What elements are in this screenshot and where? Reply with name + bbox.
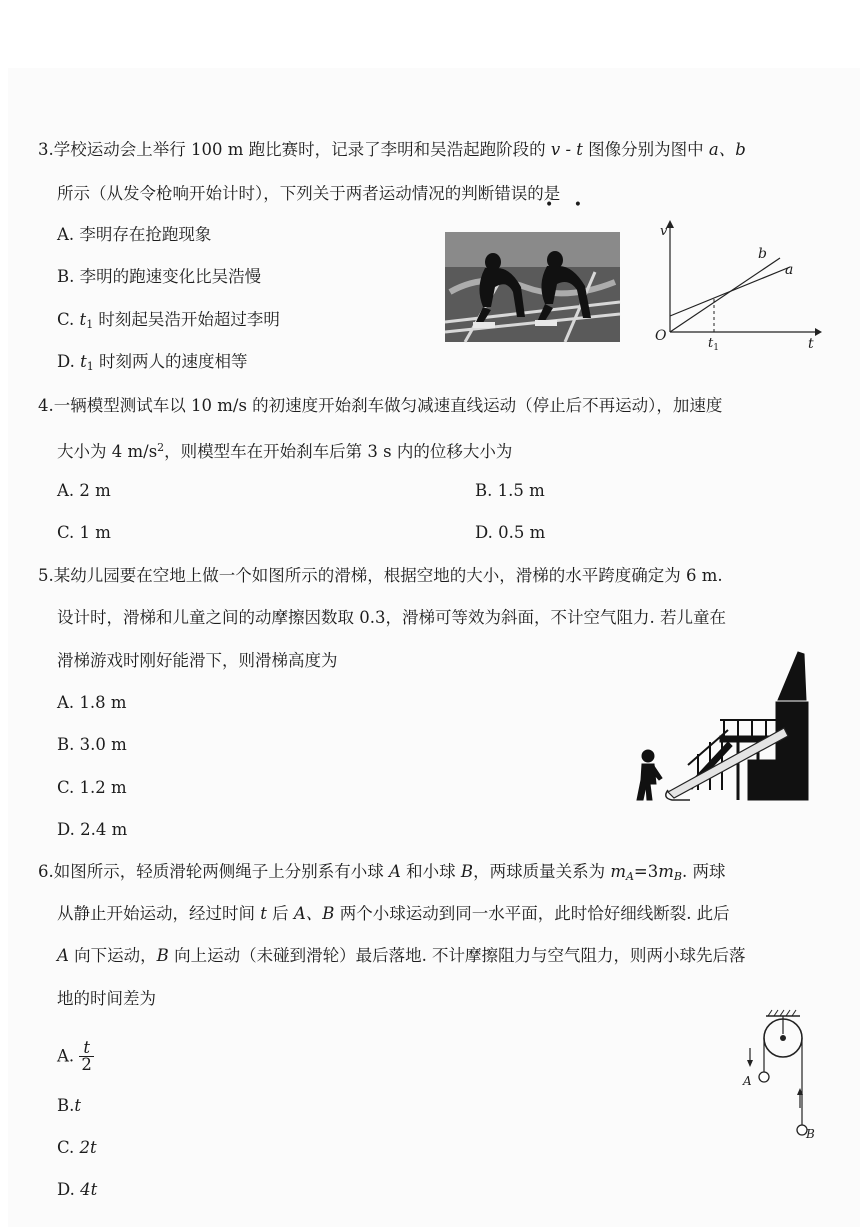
q6-stem-line4: 地的时间差为 [57, 989, 156, 1008]
q6-option-c[interactable]: C. 2t [57, 1138, 97, 1157]
q4-stem-line2: 大小为 4 $m/s^2$，则模型车在开始刹车后第 3 s 内的位移大小为 [57, 441, 513, 461]
q6-option-d[interactable]: D. 4t [57, 1180, 98, 1199]
q5-option-b[interactable]: B. 3.0 m [57, 735, 127, 754]
q5-stem-line2: 设计时，滑梯和儿童之间的动摩擦因数取 0.3，滑梯可等效为斜面，不计空气阻力. 若儿童在 [57, 608, 726, 627]
q3-vt-graph [650, 220, 825, 350]
q6-option-b[interactable]: B.t [57, 1096, 82, 1115]
sprinters-photo [445, 232, 620, 342]
vt-line-b-label: b [758, 246, 767, 262]
q3-stem-line1: 3.学校运动会上举行 100 m 跑比赛时，记录了李明和吴浩起跑阶段的 v - t 图像分别为图中 a、b [38, 140, 746, 159]
q3-option-d[interactable]: D. $t_1$ 时刻两人的速度相等 [57, 352, 248, 373]
ball-a-label: A [743, 1074, 752, 1088]
vt-t-axis-label: t [808, 336, 814, 352]
ball-b-label: B [806, 1127, 815, 1141]
q5-option-a[interactable]: A. 1.8 m [57, 693, 127, 712]
q5-option-c[interactable]: C. 1.2 m [57, 778, 127, 797]
vt-line-a-label: a [785, 262, 794, 278]
q3-stem-line2: 所示（从发令枪响开始计时），下列关于两者运动情况的判断错误的是 [57, 184, 561, 203]
q3-option-b[interactable]: B. 李明的跑速变化比吴浩慢 [57, 267, 262, 286]
q3-emphasis-dots: • • [545, 197, 590, 213]
playground-slide-illustration [628, 650, 813, 805]
q3-option-a[interactable]: A. 李明存在抢跑现象 [57, 225, 212, 244]
q5-stem-line1: 5.某幼儿园要在空地上做一个如图所示的滑梯，根据空地的大小，滑梯的水平跨度确定为 6 m. [38, 566, 723, 585]
q5-stem-line3: 滑梯游戏时刚好能滑下，则滑梯高度为 [57, 651, 338, 670]
q4-option-c[interactable]: C. 1 m [57, 523, 111, 542]
q6-stem-line1: 6.如图所示，轻质滑轮两侧绳子上分别系有小球 A 和小球 B，两球质量关系为 $m_A=3m_B$. 两球 [38, 862, 726, 883]
line-b [670, 258, 780, 332]
q6-stem-line3: A 向下运动，B 向上运动（未碰到滑轮）最后落地. 不计摩擦阻力与空气阻力，则两小球先后落 [57, 946, 746, 965]
q4-option-b[interactable]: B. 1.5 m [475, 481, 545, 500]
q4-option-d[interactable]: D. 0.5 m [475, 523, 546, 542]
q4-stem-line1: 4.一辆模型测试车以 10 m/s 的初速度开始刹车做匀减速直线运动（停止后不再运动），加速度 [38, 396, 723, 415]
q4-option-a[interactable]: A. 2 m [57, 481, 111, 500]
vt-v-axis-label: v [660, 224, 668, 239]
q6-stem-line2: 从静止开始运动，经过时间 t 后 A、B 两个小球运动到同一水平面，此时恰好细线断裂. 此后 [57, 904, 730, 923]
vt-t1-label: $t_1$ [708, 336, 719, 353]
q3-option-c[interactable]: C. $t_1$ 时刻起吴浩开始超过李明 [57, 310, 280, 331]
vt-origin-label: O [655, 328, 667, 344]
fraction: $\frac{t}{2}$ [81, 1038, 92, 1074]
q6-option-a[interactable]: A. $\frac{t}{2}$ [57, 1038, 92, 1074]
ball-a [759, 1072, 769, 1082]
q5-option-d[interactable]: D. 2.4 m [57, 820, 128, 839]
